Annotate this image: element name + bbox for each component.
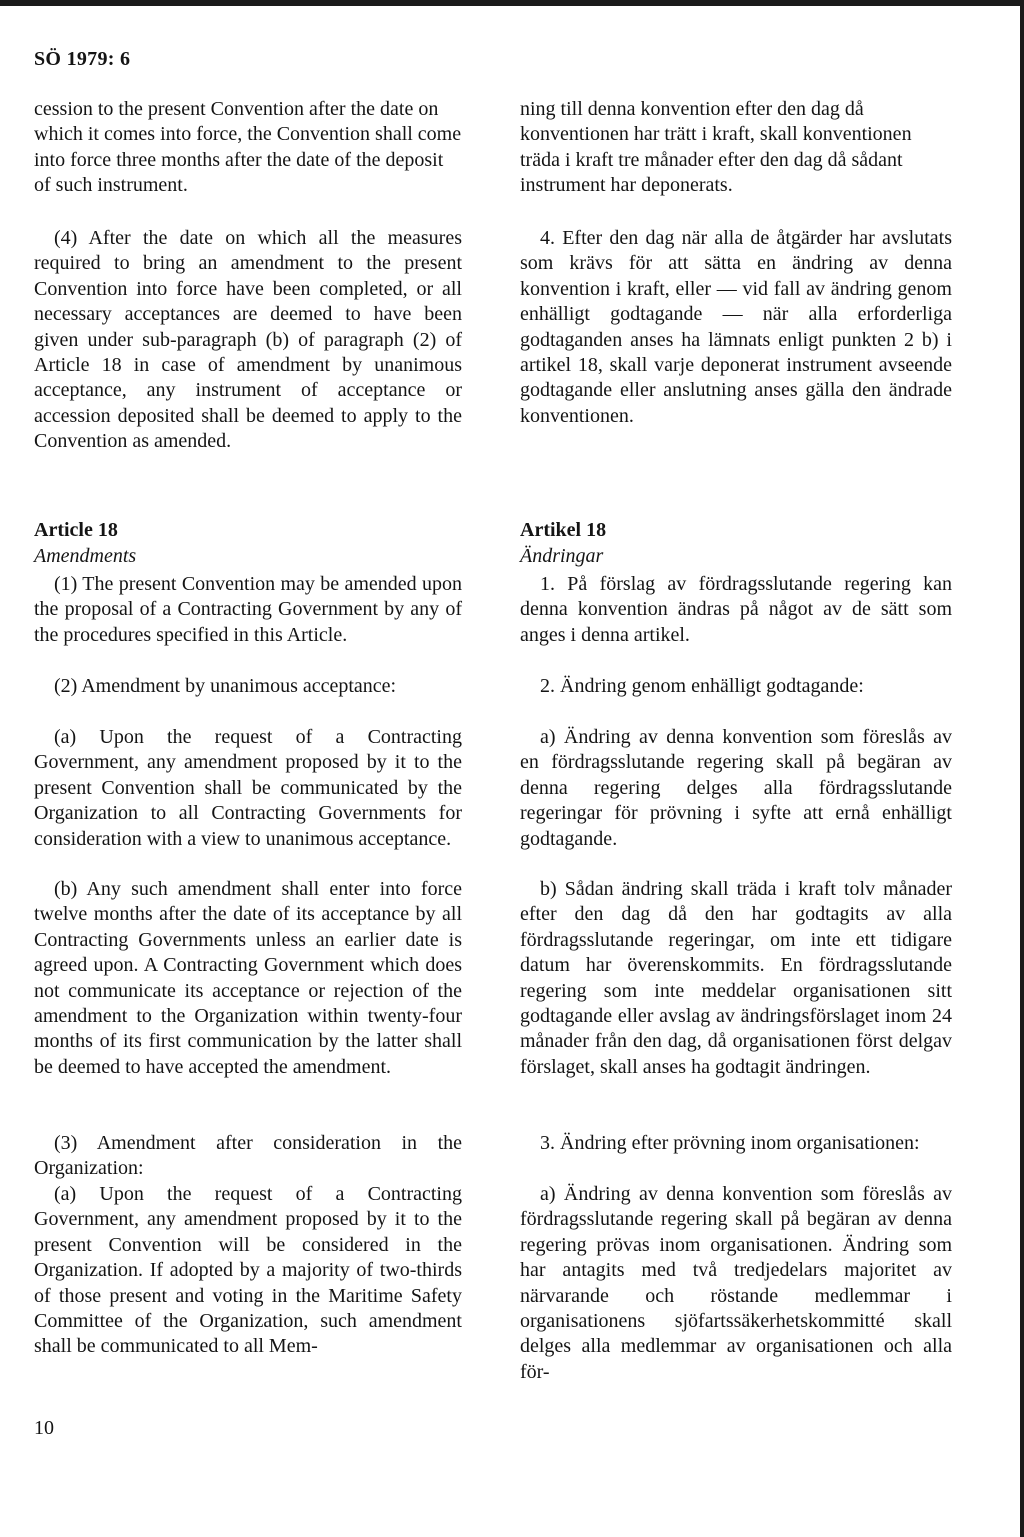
sv-section-2b: b) Sådan ändring skall träda i kraft tolv månader efter den dag då den har godtagits av alla fördragsslutande regeringar, om inte ett tidigare datum har överenskommits. En fördragsslutande regering som inte meddelar organisationen sitt godtagande eller avslag av ändringsförslaget inom 24 månader från den dag, då organisationen först delgav förslaget, skall anses ha godtagit ändringen. [520, 878, 952, 1078]
en-article-subheading: Amendments [34, 545, 137, 567]
en-article-heading: Article 18 [34, 519, 118, 541]
swedish-column [520, 97, 952, 1385]
sv-section-3a: a) Ändring av denna konvention som föreslås av fördragsslutande regering skall på begäran av denna regering prövas inom organisationen. Ändring som har antagits med två tredjedelars majoritet av närvarande och röstande medlemmar i organisationens sjöfartssäkerhetskommitté skall delges alla medlemmar av organisationen och alla för- [520, 1183, 952, 1383]
en-section-2b: (b) Any such amendment shall enter into force twelve months after the date of its acceptance by all Contracting Governments unless an earlier date is agreed upon. A Contracting Government which does not communicate its acceptance or rejection of the amendment to the Organization within twenty-four months of its first communication by the latter shall be deemed to have accepted the amendment. [34, 878, 462, 1078]
sv-article-subheading: Ändringar [520, 545, 604, 567]
scan-top-border [0, 0, 1024, 6]
en-section-2: (2) Amendment by unanimous acceptance: [54, 675, 397, 697]
sv-section-1: 1. På förslag av fördragsslutande regering kan denna konvention ändras på något av de sätt som anges i denna artikel. [520, 573, 952, 646]
sv-intro-paragraph: ning till denna konvention efter den dag då konventionen har trätt i kraft, skall konventionen träda i kraft tre månader efter den dag då sådant instrument har deponerats. [520, 98, 912, 197]
en-section-3: (3) Amendment after consideration in the Organization: [34, 1132, 462, 1180]
page-header: SÖ 1979: 6 [34, 48, 131, 70]
sv-section-3: 3. Ändring efter prövning inom organisationen: [540, 1132, 920, 1154]
sv-article-heading: Artikel 18 [520, 519, 607, 541]
page-number: 10 [34, 1417, 54, 1439]
en-section-2a: (a) Upon the request of a Contracting Government, any amendment proposed by it to the present Convention shall be communicated by the Organization to all Contracting Governments for consideration with a view to unanimous acceptance. [34, 726, 462, 850]
en-paragraph-4: (4) After the date on which all the measures required to bring an amendment to the present Convention into force have been completed, or all necessary acceptances are deemed to have been given under sub-paragraph (b) of paragraph (2) of Article 18 in case of amendment by unanimous acceptance, any instrument of acceptance or accession deposited shall be deemed to apply to the Convention as amended. [34, 227, 462, 453]
en-section-3a: (a) Upon the request of a Contracting Government, any amendment proposed by it to the present Convention will be considered in the Organization. If adopted by a majority of two-thirds of those present and voting in the Maritime Safety Committee of the Organization, such amendment shall be communicated to all Mem- [34, 1183, 462, 1358]
en-section-1: (1) The present Convention may be amended upon the proposal of a Contracting Government by any of the procedures specified in this Article. [34, 573, 462, 646]
scan-right-border [1020, 0, 1024, 1537]
sv-section-2: 2. Ändring genom enhälligt godtagande: [540, 675, 864, 697]
sv-section-2a: a) Ändring av denna konvention som föreslås av en fördragsslutande regering skall på begäran av denna regering delges alla fördragsslutande regeringar för prövning i syfte att ernå enhälligt godtagande. [520, 726, 952, 850]
en-intro-paragraph: cession to the present Convention after the date on which it comes into force, the Convention shall come into force three months after the date of the deposit of such instrument. [34, 98, 462, 197]
sv-paragraph-4: 4. Efter den dag när alla de åtgärder har avslutats som krävs för att sätta en ändring av denna konvention i kraft, eller — vid fall av ändring genom enhälligt godtagande — när alla erforderliga godtaganden anses ha lämnats enligt punkten 2 b) i artikel 18, skall varje deponerat instrument avseende godtagande eller anslutning anses gälla den ändrade konventionen. [520, 227, 952, 427]
english-column [34, 97, 462, 1360]
